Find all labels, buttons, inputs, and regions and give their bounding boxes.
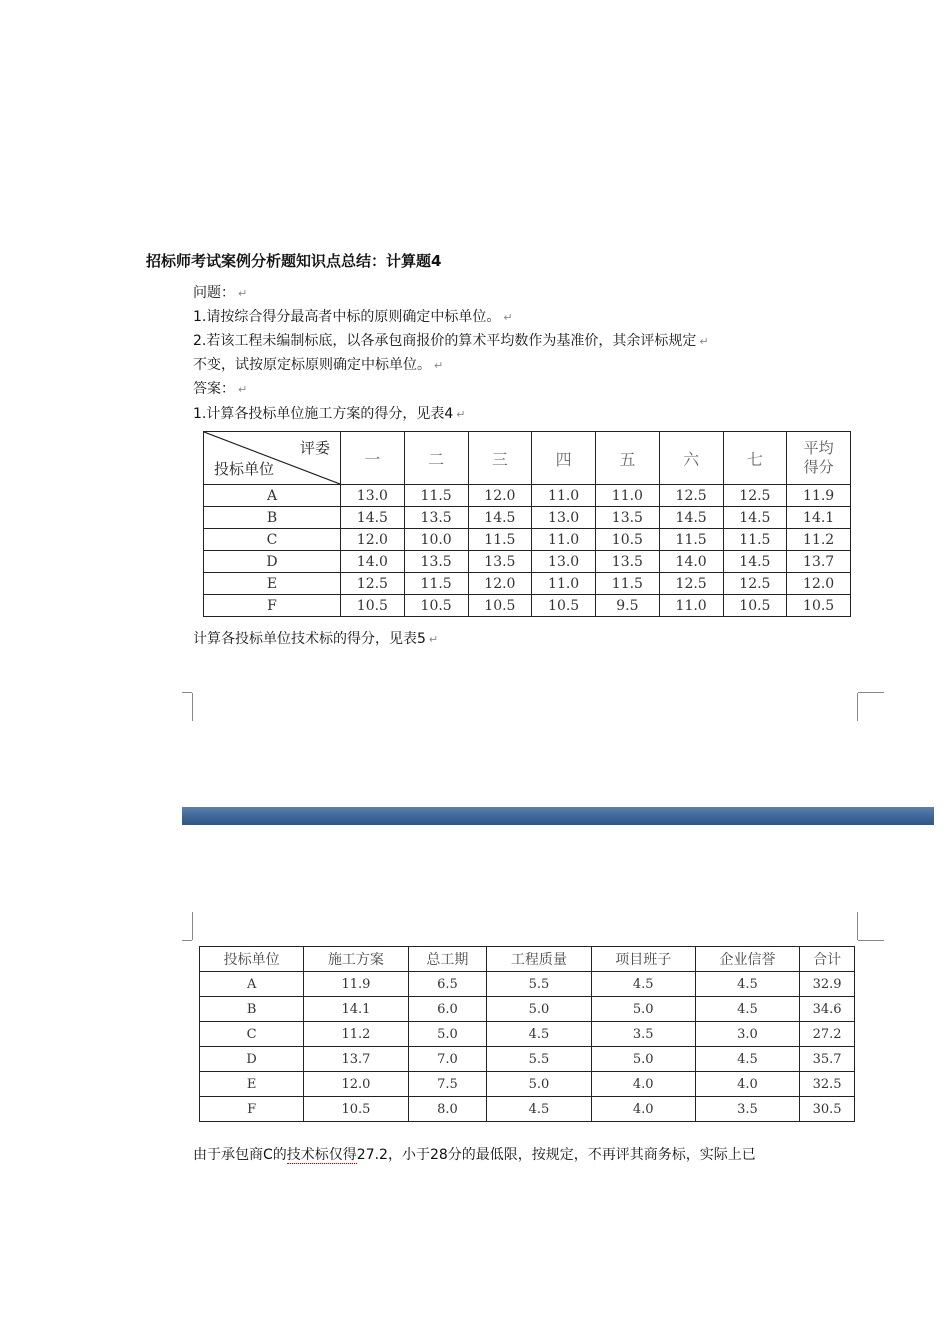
question-2: 2.若该工程未编制标底，以各承包商报价的算术平均数作为基准价，其余评标规定 ↵ [193,333,709,349]
table-row [200,1022,855,1047]
bidder-cell: F [200,1097,304,1122]
score-cell: 10.5 [787,595,851,617]
avg-score-header: 平均 得分 [787,432,851,485]
score-cell: 4.5 [591,972,695,997]
score-cell: 14.5 [468,507,532,529]
bidder-cell: F [204,595,341,617]
score-cell: 14.0 [341,551,405,573]
score-cell: 14.5 [723,507,787,529]
bidder-cell: A [204,485,341,507]
score-cell: 3.5 [591,1022,695,1047]
score-cell: 14.5 [341,507,405,529]
table-row [204,595,851,617]
page-corner-mark [182,940,192,941]
score-cell: 6.5 [408,972,487,997]
score-cell: 34.6 [800,997,855,1022]
score-cell: 11.0 [659,595,723,617]
score-cell: 3.0 [695,1022,799,1047]
score-cell: 13.0 [532,507,596,529]
score-cell: 5.0 [408,1022,487,1047]
score-cell: 13.0 [341,485,405,507]
score-cell: 11.5 [468,529,532,551]
bidder-cell: D [204,551,341,573]
page-corner-mark [858,692,884,693]
column-header: 投标单位 [200,947,304,972]
score-cell: 7.0 [408,1047,487,1072]
page-corner-mark [857,693,858,721]
score-cell: 13.5 [404,551,468,573]
score-cell: 14.0 [659,551,723,573]
score-cell: 12.5 [659,573,723,595]
score-cell: 12.0 [787,573,851,595]
score-cell: 4.0 [695,1072,799,1097]
score-cell: 11.5 [404,485,468,507]
return-mark-icon: ↵ [503,311,513,324]
caption-table-5: 计算各投标单位技术标的得分，见表5 ↵ [193,631,439,647]
page-separator-bar [182,807,934,825]
table-5-technical-scores [199,946,855,1122]
return-mark-icon: ↵ [428,633,439,646]
score-cell: 32.5 [800,1072,855,1097]
score-cell: 12.0 [341,529,405,551]
bidder-cell: B [204,507,341,529]
score-cell: 4.5 [487,1097,591,1122]
score-cell: 11.2 [787,529,851,551]
score-cell: 5.0 [487,1072,591,1097]
page-corner-mark [857,912,858,940]
score-cell: 12.5 [341,573,405,595]
score-cell: 30.5 [800,1097,855,1122]
return-mark-icon: ↵ [699,335,709,348]
table-row [204,551,851,573]
table-row [200,972,855,997]
judge-header: 三 [468,432,532,485]
score-cell: 35.7 [800,1047,855,1072]
score-cell: 5.0 [487,997,591,1022]
table-4-construction-scores [203,431,851,617]
score-cell: 10.5 [468,595,532,617]
score-cell: 10.0 [404,529,468,551]
score-cell: 4.5 [487,1022,591,1047]
page-corner-mark [192,693,193,721]
score-cell: 11.5 [596,573,660,595]
score-cell: 11.5 [723,529,787,551]
score-cell: 13.7 [787,551,851,573]
score-cell: 13.7 [304,1047,408,1072]
score-cell: 11.2 [304,1022,408,1047]
score-cell: 10.5 [404,595,468,617]
return-mark-icon: ↵ [434,359,444,372]
column-header: 总工期 [408,947,487,972]
score-cell: 5.0 [591,997,695,1022]
score-cell: 8.0 [408,1097,487,1122]
column-header: 企业信誉 [695,947,799,972]
table-row [204,573,851,595]
column-header: 施工方案 [304,947,408,972]
table-row [200,1097,855,1122]
bidder-cell: E [200,1072,304,1097]
table-corner-header [204,432,341,485]
score-cell: 3.5 [695,1097,799,1122]
score-cell: 4.5 [695,997,799,1022]
score-cell: 11.0 [532,485,596,507]
bidder-cell: D [200,1047,304,1072]
return-mark-icon: ↵ [238,383,248,396]
score-cell: 13.5 [404,507,468,529]
bidder-cell: C [204,529,341,551]
page-corner-mark [192,912,193,940]
score-cell: 5.5 [487,1047,591,1072]
return-mark-icon: ↵ [238,287,248,300]
score-cell: 14.1 [304,997,408,1022]
score-cell: 13.5 [596,507,660,529]
page-corner-mark [182,692,192,693]
score-cell: 32.9 [800,972,855,997]
score-cell: 11.9 [304,972,408,997]
score-cell: 12.0 [304,1072,408,1097]
judge-header: 五 [596,432,660,485]
question-1: 1.请按综合得分最高者中标的原则确定中标单位。 ↵ [193,309,513,325]
footer-paragraph: 由于承包商C的技术标仅得27.2，小于28分的最低限，按规定，不再评其商务标，实际上已 [193,1147,756,1163]
score-cell: 10.5 [341,595,405,617]
column-header: 项目班子 [591,947,695,972]
score-cell: 11.5 [404,573,468,595]
bidder-cell: B [200,997,304,1022]
bidder-cell: C [200,1022,304,1047]
table-row [204,507,851,529]
doc-title: 招标师考试案例分析题知识点总结：计算题4 [146,252,442,270]
score-cell: 11.5 [659,529,723,551]
score-cell: 4.5 [695,1047,799,1072]
score-cell: 13.5 [468,551,532,573]
score-cell: 10.5 [532,595,596,617]
score-cell: 12.5 [659,485,723,507]
judge-header: 二 [404,432,468,485]
judge-header: 一 [341,432,405,485]
score-cell: 12.0 [468,573,532,595]
table-row [200,1072,855,1097]
score-cell: 4.0 [591,1072,695,1097]
score-cell: 11.0 [532,529,596,551]
bidder-cell: E [204,573,341,595]
score-cell: 14.5 [659,507,723,529]
score-cell: 11.0 [596,485,660,507]
score-cell: 12.0 [468,485,532,507]
question-heading: 问题： ↵ [193,285,248,301]
question-2-cont: 不变，试按原定标原则确定中标单位。 ↵ [193,357,444,373]
score-cell: 5.0 [591,1047,695,1072]
answer-heading: 答案： ↵ [193,381,248,397]
score-cell: 6.0 [408,997,487,1022]
score-cell: 10.5 [596,529,660,551]
score-cell: 9.5 [596,595,660,617]
score-cell: 14.1 [787,507,851,529]
score-cell: 10.5 [723,595,787,617]
column-header: 合计 [800,947,855,972]
answer-1: 1.计算各投标单位施工方案的得分，见表4 ↵ [193,406,466,422]
score-cell: 5.5 [487,972,591,997]
judge-header: 四 [532,432,596,485]
score-cell: 13.5 [596,551,660,573]
score-cell: 7.5 [408,1072,487,1097]
judge-header: 六 [659,432,723,485]
column-header: 工程质量 [487,947,591,972]
score-cell: 27.2 [800,1022,855,1047]
score-cell: 14.5 [723,551,787,573]
judge-header: 七 [723,432,787,485]
score-cell: 4.0 [591,1097,695,1122]
table-row [204,485,851,507]
score-cell: 4.5 [695,972,799,997]
table-row [200,997,855,1022]
score-cell: 11.9 [787,485,851,507]
corner-label-judges: 评委 [299,439,330,457]
return-mark-icon: ↵ [456,408,466,421]
score-cell: 10.5 [304,1097,408,1122]
table-row [200,1047,855,1072]
bidder-cell: A [200,972,304,997]
table-row [204,529,851,551]
page-corner-mark [858,940,884,941]
score-cell: 13.0 [532,551,596,573]
score-cell: 12.5 [723,573,787,595]
corner-label-bidders: 投标单位 [214,460,275,478]
score-cell: 12.5 [723,485,787,507]
score-cell: 11.0 [532,573,596,595]
